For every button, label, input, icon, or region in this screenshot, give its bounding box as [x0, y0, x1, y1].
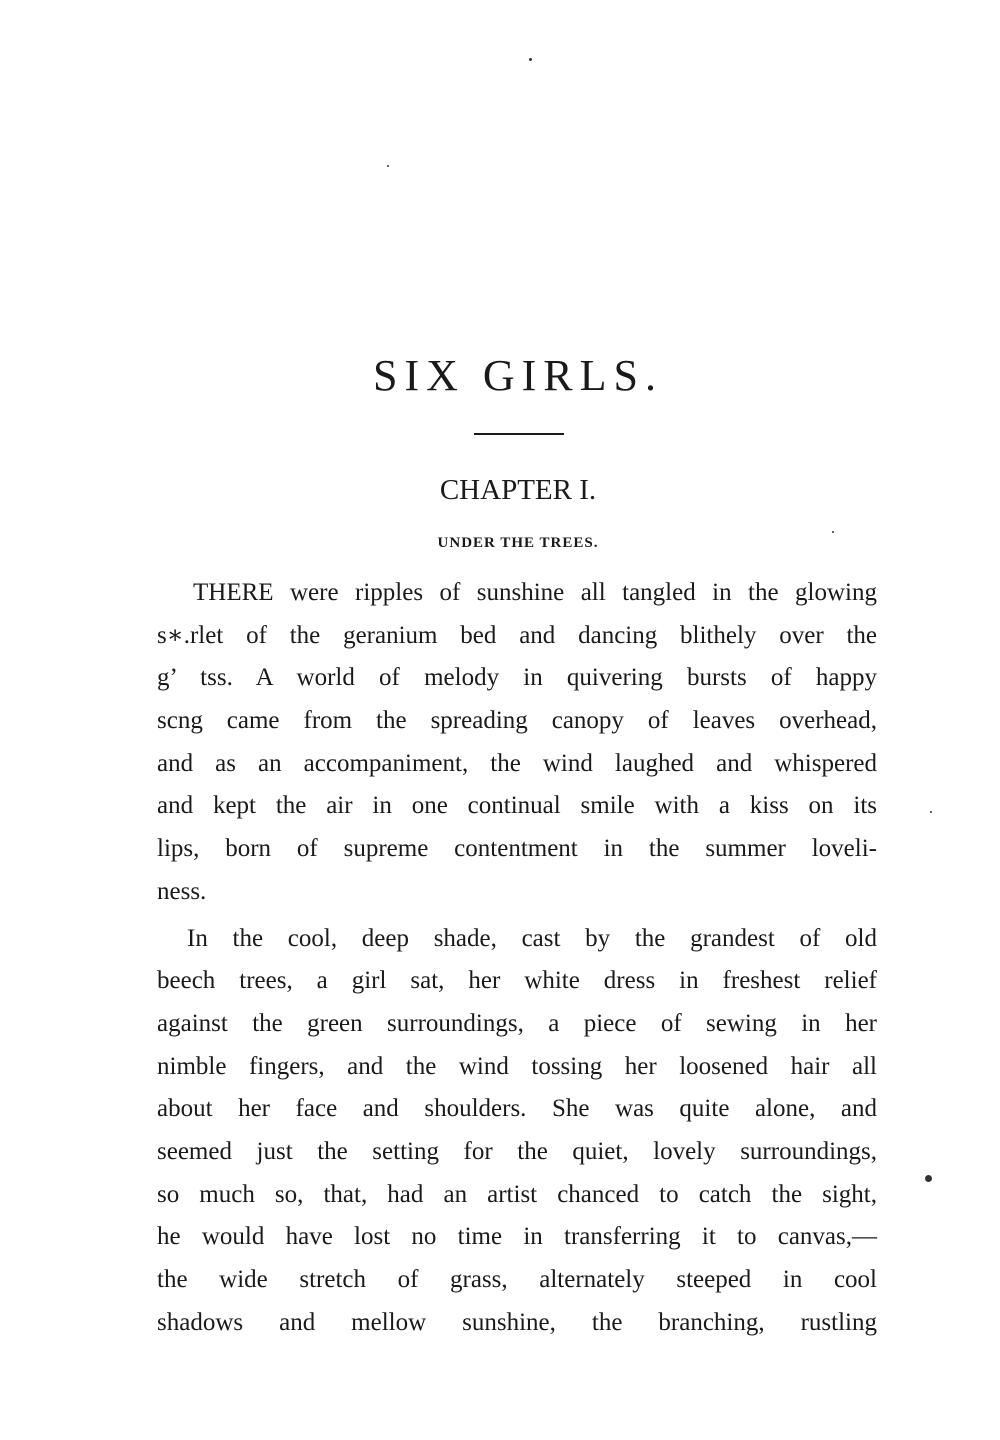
book-title: SIX GIRLS. [372, 351, 664, 400]
text-line: and kept the air in one continual smile with a kiss on its [157, 792, 877, 820]
text-line: beech trees, a girl sat, her white dress in freshest relief [157, 967, 877, 995]
text-line: and as an accompaniment, the wind laughed and whispered [157, 749, 877, 777]
text-line: In the cool, deep shade, cast by the grandest of old [187, 924, 877, 952]
text-line: lips, born of supreme contentment in the summer loveli- [157, 835, 877, 863]
text-line: about her face and shoulders. She was quite alone, and [157, 1095, 877, 1123]
text-line: against the green surroundings, a piece of sewing in her [157, 1009, 877, 1037]
scan-speck [930, 811, 932, 813]
scan-speck [387, 165, 389, 167]
drop-word: THERE [193, 579, 274, 606]
text-line: the wide stretch of grass, alternately steeped in cool [157, 1266, 877, 1293]
chapter-subtitle: UNDER THE TREES. [437, 535, 599, 551]
text-line: nimble fingers, and the wind tossing her loosened hair all [157, 1052, 877, 1080]
scan-speck [529, 58, 532, 61]
line-text: were ripples of sunshine all tangled in the glowing [273, 579, 877, 606]
text-line: shadows and mellow sunshine, the branching, rustling [157, 1308, 877, 1336]
text-line: seemed just the setting for the quiet, lovely surroundings, [157, 1137, 877, 1165]
chapter-heading: CHAPTER I. [439, 474, 597, 506]
text-line: ness. [157, 877, 207, 905]
text-line: g’ tss. A world of melody in quivering bursts of happy [157, 664, 877, 692]
text-line [157, 572, 877, 615]
text-line: s∗.rlet of the geranium bed and dancing blithely over the [157, 621, 877, 649]
text-line: he would have lost no time in transferring it to canvas,— [157, 1223, 877, 1251]
body-text [157, 572, 877, 1344]
text-line: so much so, that, had an artist chanced to catch the sight, [157, 1180, 877, 1208]
scan-speck [925, 1175, 932, 1182]
title-divider [474, 433, 564, 435]
text-line: scng came from the spreading canopy of leaves overhead, [157, 707, 877, 735]
